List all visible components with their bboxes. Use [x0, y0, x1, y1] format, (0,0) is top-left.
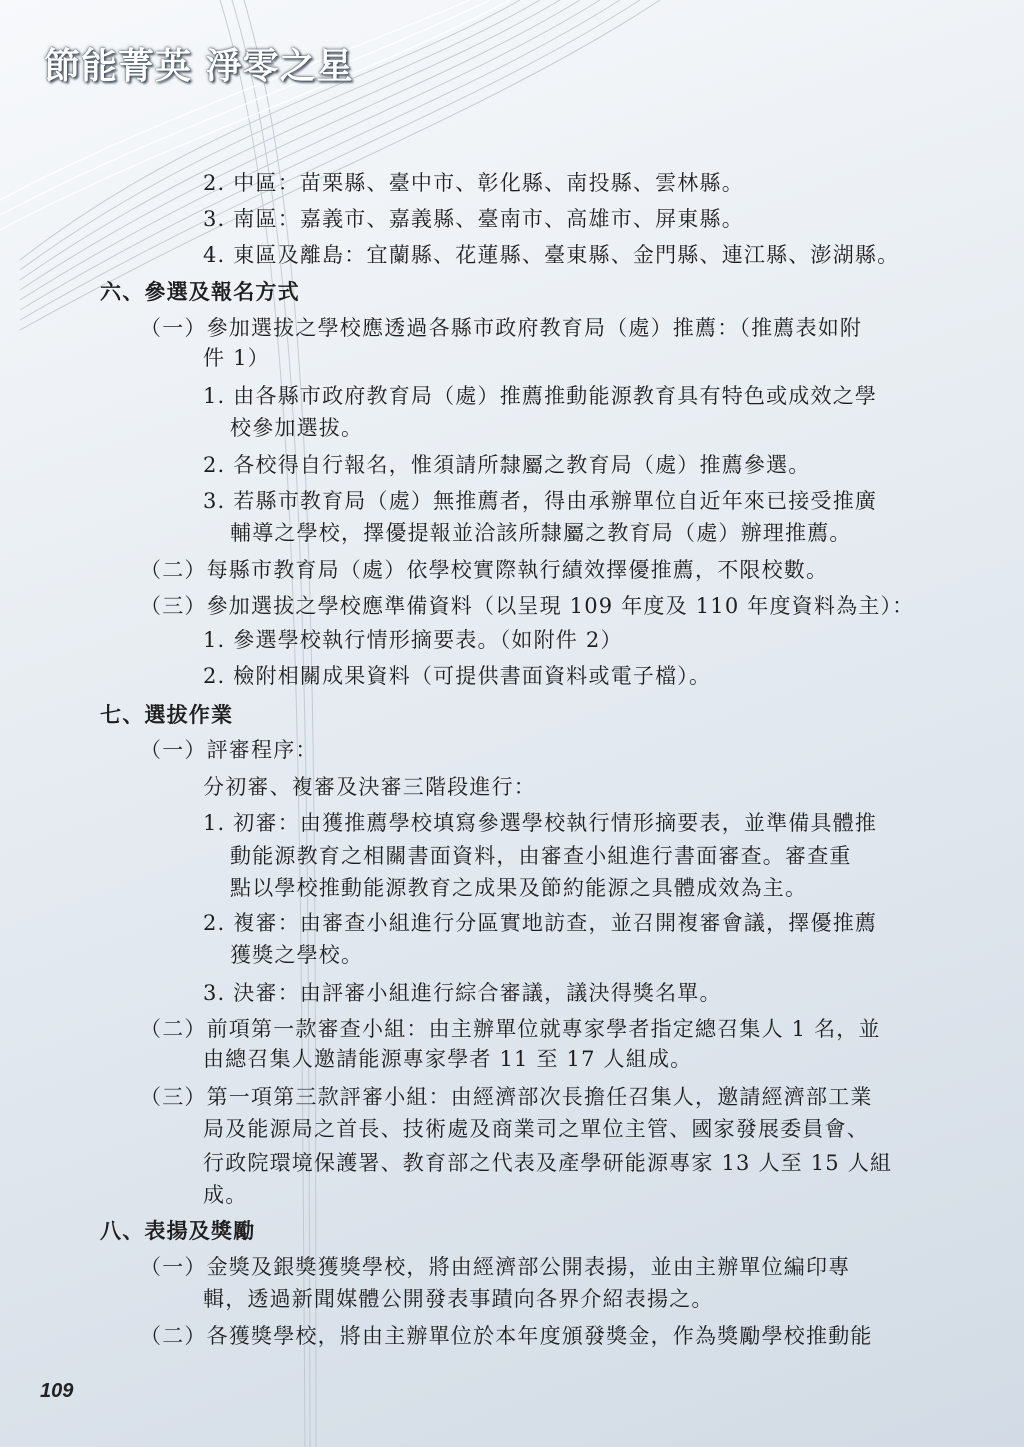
section7-item3-line1: （三）第一項第三款評審小組：由經濟部次長擔任召集人，邀請經濟部工業 [140, 1085, 873, 1109]
section7-sub1-line2: 動能源教育之相關書面資料，由審查小組進行書面審查。審查重 [230, 844, 852, 868]
section6-item3: （三）參加選拔之學校應準備資料（以呈現 109 年度及 110 年度資料為主）： [140, 594, 915, 618]
section6-sub3-line1: 3. 若縣市教育局（處）無推薦者，得由承辦單位自近年來已接受推廣 [203, 489, 878, 513]
section-heading-6: 六、參選及報名方式 [100, 279, 300, 304]
section6-sub3-line2: 輔導之學校，擇優提報並洽該所隸屬之教育局（處）辦理推薦。 [230, 521, 852, 545]
section7-sub1-line1: 1. 初審：由獲推薦學校填寫參選學校執行情形摘要表，並準備具體推 [203, 811, 878, 835]
section7-item2-line1: （二）前項第一款審查小組：由主辦單位就專家學者指定總召集人 1 名，並 [140, 1017, 881, 1041]
region-east-item: 4. 東區及離島：宜蘭縣、花蓮縣、臺東縣、金門縣、連江縣、澎湖縣。 [203, 243, 900, 267]
section6-item1-line1: （一）參加選拔之學校應透過各縣市政府教育局（處）推薦：（推薦表如附 [140, 316, 863, 340]
section6-sub1-line1: 1. 由各縣市政府教育局（處）推薦推動能源教育具有特色或成效之學 [203, 384, 878, 408]
region-central-item: 2. 中區：苗栗縣、臺中市、彰化縣、南投縣、雲林縣。 [203, 171, 744, 195]
section6-item2: （二）每縣市教育局（處）依學校實際執行績效擇優推薦，不限校數。 [140, 558, 829, 582]
section6-item3-sub1: 1. 參選學校執行情形摘要表。（如附件 2） [203, 628, 623, 652]
section6-sub2: 2. 各校得自行報名，惟須請所隸屬之教育局（處）推薦參選。 [203, 453, 811, 477]
section7-item2-line2: 由總召集人邀請能源專家學者 11 至 17 人組成。 [203, 1047, 693, 1071]
section6-item1-line2: 件 1） [203, 346, 270, 370]
section8-item1-line1: （一）金獎及銀獎獲獎學校，將由經濟部公開表揚，並由主辦單位編印專 [140, 1255, 851, 1279]
section8-item2-line1: （二）各獲獎學校，將由主辦單位於本年度頒發獎金，作為獎勵學校推動能 [140, 1324, 873, 1348]
section7-item3-line2: 局及能源局之首長、技術處及商業司之單位主管、國家發展委員會、 [203, 1117, 869, 1141]
section7-item1: （一）評審程序： [140, 738, 318, 762]
section6-item3-sub2: 2. 檢附相關成果資料（可提供書面資料或電子檔）。 [203, 664, 712, 688]
section7-sub2-line1: 2. 複審：由審查小組進行分區實地訪查，並召開複審會議，擇優推薦 [203, 911, 878, 935]
section7-sub1-line3: 點以學校推動能源教育之成果及節約能源之具體成效為主。 [230, 876, 808, 900]
section7-sub2-line2: 獲獎之學校。 [230, 943, 364, 967]
section7-item3-line3: 行政院環境保護署、教育部之代表及產學研能源專家 13 人至 15 人組 [203, 1151, 893, 1175]
section6-sub1-line2: 校參加選拔。 [230, 416, 364, 440]
page-number: 109 [40, 1380, 74, 1402]
section-heading-7: 七、選拔作業 [100, 702, 234, 727]
section7-sub3: 3. 決審：由評審小組進行綜合審議，議決得獎名單。 [203, 981, 722, 1005]
region-south-item: 3. 南區：嘉義市、嘉義縣、臺南市、高雄市、屏東縣。 [203, 207, 744, 231]
header-logo-title: 節能菁英 淨零之星 [44, 45, 354, 87]
section8-item1-line2: 輯，透過新聞媒體公開發表事蹟向各界介紹表揚之。 [203, 1287, 714, 1311]
section7-item3-line4: 成。 [203, 1183, 248, 1207]
section7-item1-intro: 分初審、複審及決審三階段進行： [203, 775, 536, 799]
section-heading-8: 八、表揚及獎勵 [100, 1218, 256, 1243]
